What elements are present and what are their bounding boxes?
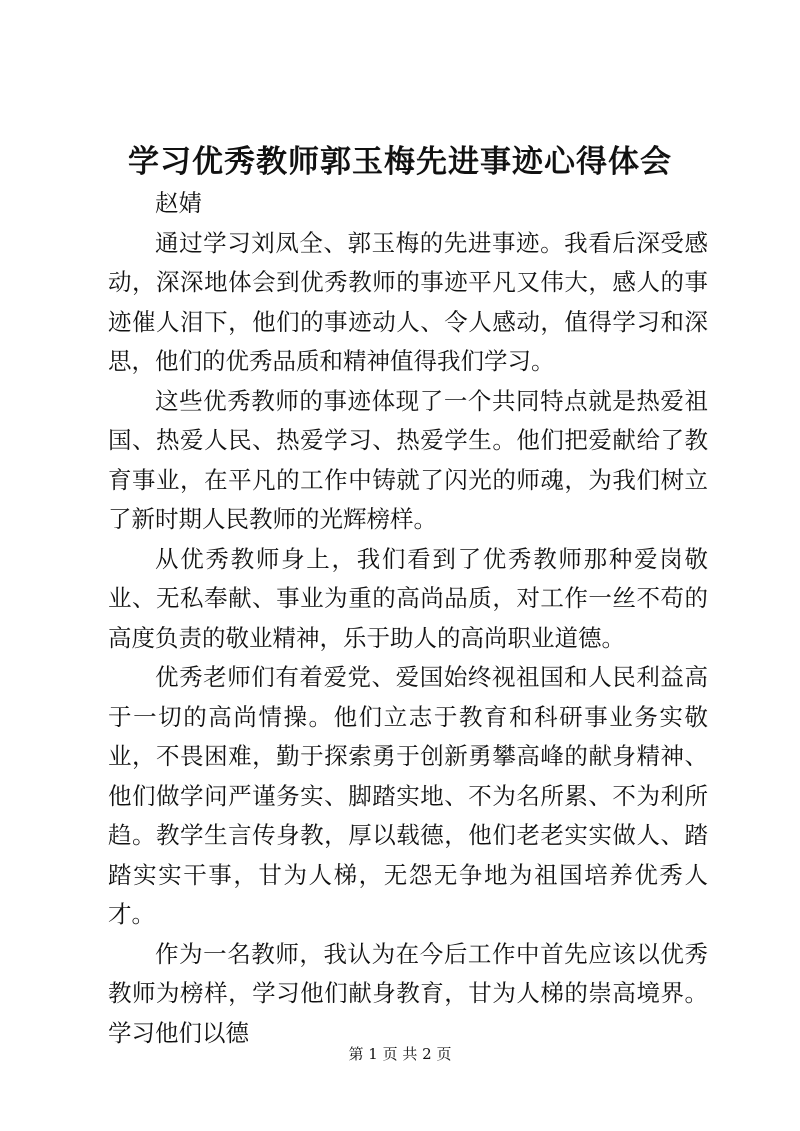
author-name: 赵婧	[155, 189, 202, 217]
paragraph-3: 从优秀教师身上，我们看到了优秀教师那种爱岗敬业、无私奉献、事业为重的高尚品质，对工作一丝不苟的高度负责的敬业精神，乐于助人的高尚职业道德。	[108, 544, 708, 652]
document-body	[108, 184, 708, 1053]
paragraph-2: 这些优秀教师的事迹体现了一个共同特点就是热爱祖国、热爱人民、热爱学习、热爱学生。他们把爱献给了教育事业，在平凡的工作中铸就了闪光的师魂，为我们树立了新时期人民教师的光辉榜样。	[108, 386, 708, 533]
paragraph-5: 作为一名教师，我认为在今后工作中首先应该以优秀教师为榜样，学习他们献身教育，甘为人梯的崇高境界。学习他们以德	[108, 939, 708, 1047]
paragraph-4: 优秀老师们有着爱党、爱国始终视祖国和人民利益高于一切的高尚情操。他们立志于教育和科研事业务实敬业，不畏困难，勤于探索勇于创新勇攀高峰的献身精神、他们做学问严谨务实、脚踏实地、不为名所累、不为利所趋。教学生言传身教，厚以载德，他们老老实实做人、踏踏实实干事，甘为人梯，无怨无争地为祖国培养优秀人才。	[108, 663, 708, 928]
document-title: 学习优秀教师郭玉梅先进事迹心得体会	[128, 144, 672, 180]
paragraph-1: 通过学习刘凤全、郭玉梅的先进事迹。我看后深受感动，深深地体会到优秀教师的事迹平凡又伟大，感人的事迹催人泪下，他们的事迹动人、令人感动，值得学习和深思，他们的优秀品质和精神值得我们学习。	[108, 228, 708, 375]
page-footer: 第 1 页 共 2 页	[348, 1045, 452, 1063]
